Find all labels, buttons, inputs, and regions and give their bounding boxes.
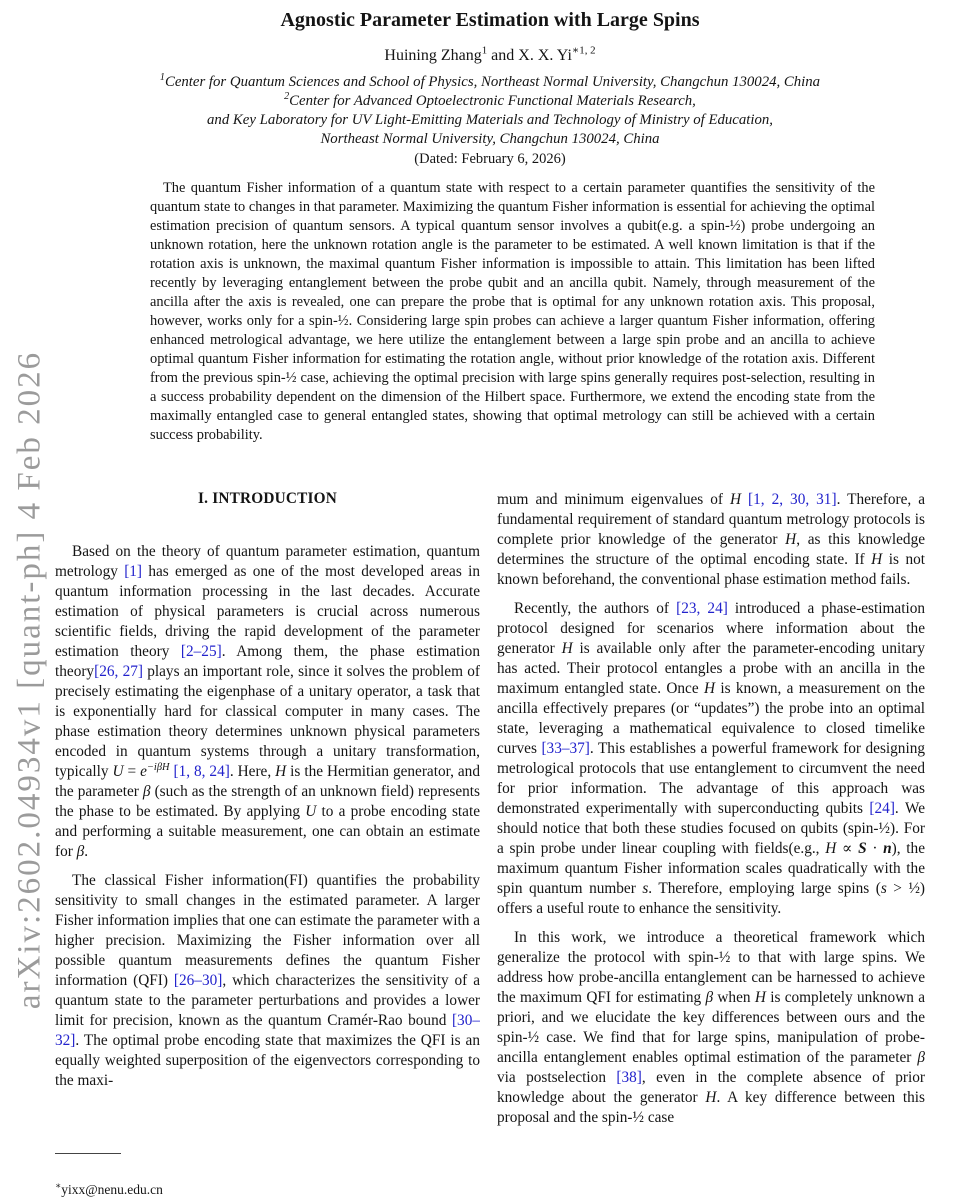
text-segment: when bbox=[713, 989, 755, 1006]
affiliation-line bbox=[55, 92, 925, 111]
text-segment: is available only after the parameter-encoding unitary has acted. Their protocol entangles a probe with an ancilla in the maximum entangled state. Once bbox=[497, 640, 925, 697]
text-segment: is completely unknown a priori, and we elucidate the key differences between ours and the spin-½ case. We find that for large spins, manipulation of probe-ancilla entanglement enables optimal estimation of the parameter bbox=[497, 989, 925, 1066]
text-segment: , which characterizes the sensitivity of a quantum state to the parameter perturbations and provides a lower limit for precision, known as the quantum Cramér-Rao bound bbox=[55, 972, 480, 1029]
text-segment bbox=[741, 491, 748, 508]
citation-link[interactable]: [26, 27] bbox=[94, 663, 143, 680]
text-segment: is known, a measurement on the ancilla effectively prepares (or “updates”) the probe into an optimal state, leveraging a mathematical equivalence to closed timelike curves bbox=[497, 680, 925, 757]
text-segment: In this work, we introduce a theoretical framework which generalize the protocol with spin-½ to that with large spins. We address how probe-ancilla entanglement can be harnessed to achieve the maximum QFI for estimating bbox=[497, 929, 925, 1006]
text-segment: H bbox=[275, 763, 287, 780]
text-segment: Center for Advanced Optoelectronic Functional Materials Research, bbox=[289, 93, 696, 109]
text-segment: and Key Laboratory for UV Light-Emitting Materials and Technology of Ministry of Education, bbox=[207, 112, 773, 128]
text-segment: . Therefore, a fundamental requirement of standard quantum metrology protocols is complete prior knowledge of the generator bbox=[497, 491, 925, 548]
text-segment: = bbox=[123, 763, 141, 780]
text-segment: n bbox=[883, 840, 892, 857]
text-segment: . This establishes a powerful framework for designing metrological protocols that use entanglement to circumvent the need for prior information. The advantage of this approach was demonstrated experimentally with superconducting qubits bbox=[497, 740, 925, 817]
text-segment: β bbox=[917, 1049, 925, 1066]
affiliations-block bbox=[55, 73, 925, 149]
text-segment: 2 bbox=[284, 91, 290, 103]
citation-link[interactable]: [2–25] bbox=[180, 643, 222, 660]
text-segment: (such as the strength of an unknown field) represents the phase to be estimated. By applying bbox=[55, 783, 480, 820]
text-segment: . A key difference between this proposal and the spin-½ case bbox=[497, 1089, 925, 1126]
text-segment: H bbox=[754, 989, 766, 1006]
text-segment: s bbox=[642, 880, 649, 897]
paragraph bbox=[497, 599, 925, 919]
text-segment: H bbox=[785, 531, 797, 548]
abstract-text bbox=[150, 179, 875, 479]
paragraph bbox=[497, 490, 925, 590]
text-segment: mum and minimum eigenvalues of bbox=[497, 491, 730, 508]
text-segment: H bbox=[729, 491, 742, 508]
text-segment: s bbox=[880, 880, 887, 897]
text-segment: via postselection bbox=[497, 1069, 617, 1086]
citation-link[interactable]: [1, 2, 30, 31] bbox=[748, 491, 837, 508]
citation-link[interactable]: [1, 8, 24] bbox=[173, 763, 230, 780]
citation-link[interactable]: [26–30] bbox=[173, 972, 223, 989]
column-right bbox=[497, 490, 925, 1200]
footnote-email-line bbox=[55, 1182, 480, 1198]
text-segment: Huining Zhang bbox=[384, 47, 482, 64]
text-segment: ∗1, 2 bbox=[571, 44, 596, 57]
text-segment: . bbox=[84, 843, 89, 860]
paper-header bbox=[55, 8, 925, 169]
citation-link[interactable]: [30–32] bbox=[55, 1012, 480, 1049]
section-heading-introduction: I. INTRODUCTION bbox=[198, 490, 337, 507]
affiliation-line bbox=[55, 73, 925, 92]
text-segment: 1 bbox=[481, 44, 488, 57]
footnote-block bbox=[55, 1153, 480, 1198]
citation-link[interactable]: [1] bbox=[124, 563, 143, 580]
text-segment: plays an important role, since it solves the problem of precisely estimating the eigenphase of a unitary operator, a task that is exponentially hard for classical computer in many cases. The phase estimation theory determines unknown physical parameters encoded in quantum systems through a unitary transformation, typically bbox=[55, 663, 480, 780]
arxiv-watermark: arXiv:2602.04934v1 [quant-ph] 4 Feb 2026 bbox=[11, 350, 48, 1010]
text-segment: is the Hermitian generator, and the parameter bbox=[55, 763, 480, 800]
text-segment: , even in the complete absence of prior knowledge about the generator bbox=[497, 1069, 925, 1106]
text-segment: U bbox=[112, 763, 124, 780]
text-segment: ∝ bbox=[836, 840, 859, 857]
text-segment: e bbox=[140, 763, 147, 780]
text-segment: 1 bbox=[159, 72, 165, 84]
paragraph bbox=[150, 179, 875, 445]
text-segment: . We should notice that both these studies focused on qubits (spin-½). For a spin probe under linear coupling with fields(e.g., bbox=[497, 800, 925, 857]
footnote-rule bbox=[55, 1153, 121, 1154]
citation-link[interactable]: [23, 24] bbox=[676, 600, 728, 617]
paragraph bbox=[497, 928, 925, 1128]
citation-link[interactable]: [33–37] bbox=[541, 740, 590, 757]
text-segment: H bbox=[561, 640, 573, 657]
text-segment: to a probe encoding state and performing a suitable measurement, one can obtain an estimate for bbox=[55, 803, 480, 860]
citation-link[interactable]: [24] bbox=[869, 800, 895, 817]
dated-line: (Dated: February 6, 2026) bbox=[414, 151, 566, 167]
text-segment: H bbox=[871, 551, 883, 568]
text-segment: β bbox=[705, 989, 714, 1006]
right-column-text bbox=[497, 490, 925, 1128]
text-segment: H bbox=[825, 840, 837, 857]
left-column-text bbox=[55, 542, 480, 1091]
column-left bbox=[55, 490, 480, 1200]
text-segment: Northeast Normal University, Changchun 130024, China bbox=[320, 131, 660, 147]
affiliation-line bbox=[55, 111, 925, 130]
text-segment: has emerged as one of the most developed areas in quantum information processing in the last decades. Accurate estimation of physical parameters is crucial across numerous scientific fields, driving the rapid development of the parameter estimation theory bbox=[55, 563, 480, 660]
text-segment: The classical Fisher information(FI) quantifies the probability sensitivity to small changes in the estimated parameter. A larger Fisher information implies that one can estimate the parameter with a higher precision. Maximizing the Fisher information over all possible quantum measurements defines the quantum Fisher information (QFI) bbox=[55, 872, 480, 989]
text-segment: . Therefore, employing large spins ( bbox=[648, 880, 881, 897]
text-segment: H bbox=[705, 1089, 717, 1106]
footnote-marker: ∗ bbox=[55, 1180, 62, 1191]
text-segment: . The optimal probe encoding state that maximizes the QFI is an equally weighted superposition of the eigenvectors corresponding to the maxi- bbox=[55, 1032, 480, 1089]
citation-link[interactable]: [38] bbox=[616, 1069, 642, 1086]
paragraph bbox=[55, 871, 480, 1091]
two-column-body bbox=[55, 490, 925, 1200]
text-segment: −iβH bbox=[146, 761, 170, 773]
text-segment: β bbox=[142, 783, 151, 800]
text-segment: > ½) offers a useful route to enhance the sensitivity. bbox=[497, 880, 925, 917]
text-segment: · bbox=[866, 840, 884, 857]
text-segment: is not known beforehand, the conventional phase estimation method fails. bbox=[497, 551, 925, 588]
footnote-email[interactable]: yixx@nenu.edu.cn bbox=[61, 1182, 163, 1197]
text-segment: The quantum Fisher information of a quantum state with respect to a certain parameter quantifies the sensitivity of the quantum state to changes in that parameter. Maximizing the quantum Fisher information is essential for achieving the optimal estimation precision of quantum sensors. A typical quantum sensor involves a qubit(e.g. a spin-½) probe undergoing an unknown rotation, here the unknown rotation angle is the parameter to be estimated. A well known limitation is that if the rotation axis is unknown, the maximal quantum Fisher information is impossible to attain. This limitation has been lifted recently by leveraging entanglement between the probe qubit and an ancilla qubit. Namely, through measurement of the ancilla after the axis is revealed, one can prepare the probe that is optimal for any unknown rotation axis. This proposal, however, works only for a spin-½. Considering large spin probes can achieve a larger quantum Fisher information, offering enhanced metrological advantage, we here utilize the entanglement between a large spin probe and an ancilla to achieve optimal quantum Fisher information for estimating the rotation angle, without prior knowledge of the rotation axis. Different from the previous spin-½ case, achieving the optimal precision with large spins generally requires post-selection, resulting in a success probability dependent on the dimension of the Hilbert space. Furthermore, we extend the encoding state from the maximally entangled case to general entangled states, showing that optimal metrology can still be achieved with a certain success probability. bbox=[150, 180, 875, 443]
text-segment: Center for Quantum Sciences and School of Physics, Northeast Normal University, Changchun 130024, China bbox=[164, 74, 821, 90]
authors-line bbox=[55, 46, 925, 66]
text-segment: β bbox=[76, 843, 85, 860]
text-segment: ), the maximum quantum Fisher information scales quadratically with the spin quantum number bbox=[497, 840, 925, 897]
text-segment: . Among them, the phase estimation theory bbox=[55, 643, 480, 680]
text-segment: and X. X. Yi bbox=[487, 47, 572, 64]
paragraph bbox=[55, 542, 480, 862]
text-segment: U bbox=[305, 803, 317, 820]
affiliation-line bbox=[55, 130, 925, 149]
text-segment: S bbox=[858, 840, 867, 857]
text-segment: , as this knowledge determines the structure of the optimal encoding state. If bbox=[497, 531, 925, 568]
text-segment: Recently, the authors of bbox=[514, 600, 677, 617]
text-segment: H bbox=[703, 680, 716, 697]
paper-title: Agnostic Parameter Estimation with Large Spins bbox=[280, 9, 700, 31]
text-segment: Based on the theory of quantum parameter estimation, quantum metrology bbox=[55, 543, 480, 580]
text-segment: . Here, bbox=[229, 763, 276, 780]
text-segment: introduced a phase-estimation protocol designed for scenarios where information about the generator bbox=[497, 600, 925, 657]
